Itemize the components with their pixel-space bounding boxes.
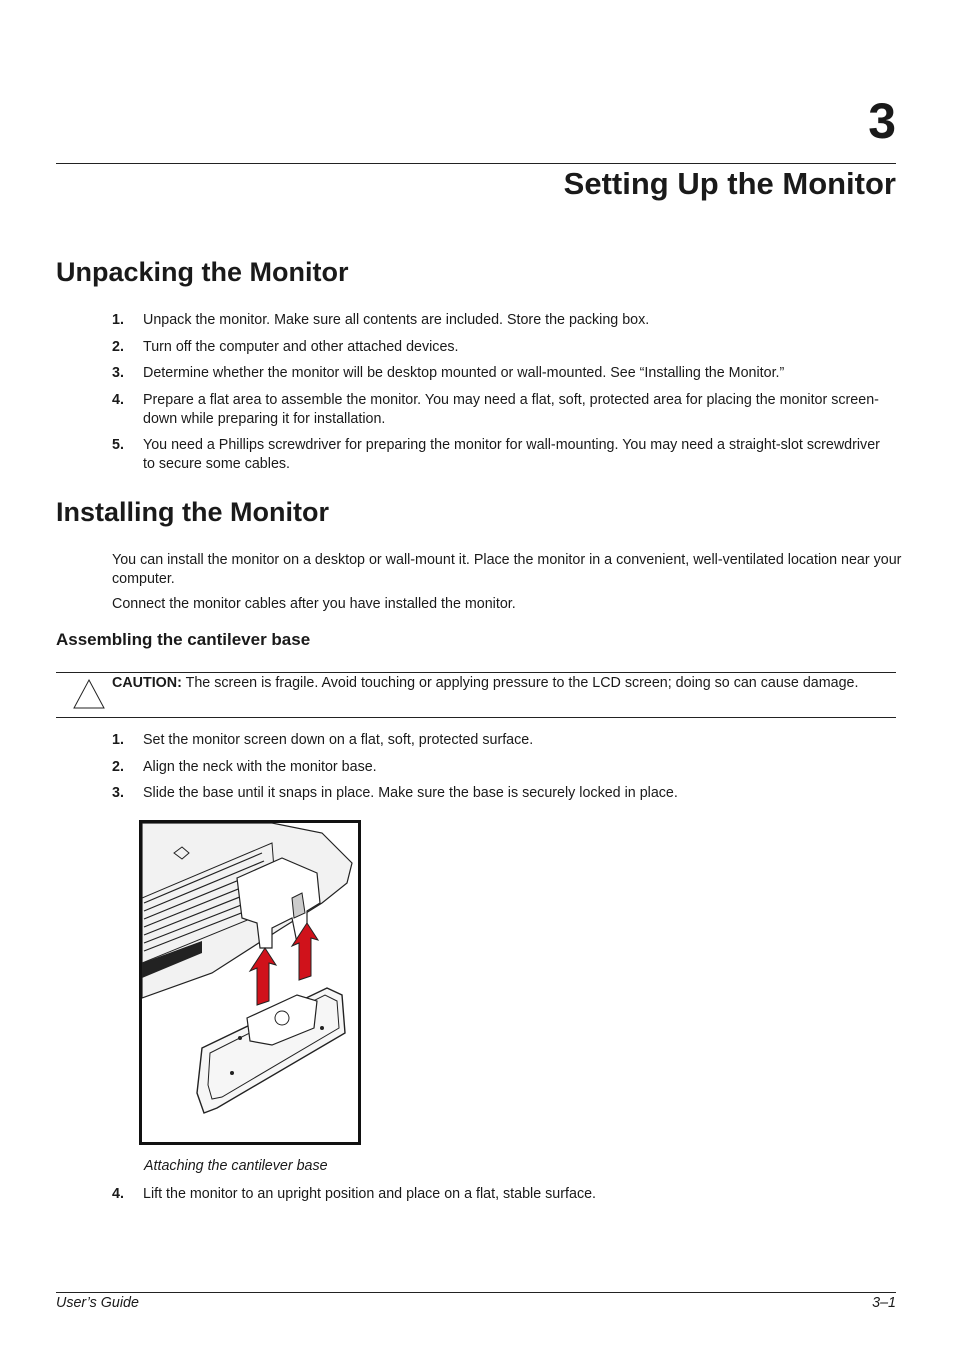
monitor-base-illustration — [142, 823, 358, 1142]
chapter-number: 3 — [868, 93, 896, 149]
step-text: Set the monitor screen down on a flat, soft, protected surface. — [143, 732, 534, 748]
list-item — [112, 311, 892, 330]
unpacking-heading: Unpacking the Monitor — [56, 257, 349, 287]
caution-top-rule — [56, 672, 896, 673]
step-text: Lift the monitor to an upright position and place on a flat, stable surface. — [143, 1186, 597, 1202]
chapter-title: Setting Up the Monitor — [563, 166, 896, 201]
step-number: 2. — [112, 758, 124, 775]
step-text: You need a Phillips screwdriver for preparing the monitor for wall-mounting. You may need a straight-slot screwdriver to secure some cables. — [143, 437, 880, 472]
step-number: 5. — [112, 437, 124, 453]
list-item — [112, 338, 892, 357]
step-number: 4. — [112, 391, 124, 408]
installing-heading: Installing the Monitor — [56, 497, 329, 527]
list-item — [112, 784, 892, 803]
installing-paragraph-1: You can install the monitor on a desktop or wall-mount it. Place the monitor in a convenient, well-ventilated location near your computer. — [112, 552, 902, 587]
step-number: 1. — [112, 312, 124, 328]
step-text: Slide the base until it snaps in place. Make sure the base is securely locked in place. — [143, 785, 678, 801]
final-step — [112, 1185, 892, 1212]
step-text: Unpack the monitor. Make sure all contents are included. Store the packing box. — [143, 312, 650, 328]
list-item — [112, 758, 892, 777]
step-text: Align the neck with the monitor base. — [143, 758, 377, 775]
list-item — [112, 1185, 892, 1204]
caution-label: CAUTION: — [112, 675, 182, 691]
caution-bottom-rule — [56, 717, 896, 718]
caution-text: The screen is fragile. Avoid touching or applying pressure to the LCD screen; doing so can cause damage. — [181, 675, 859, 691]
figure-caption: Attaching the cantilever base — [144, 1158, 328, 1174]
list-item — [112, 391, 892, 429]
step-number: 1. — [112, 732, 124, 748]
step-number: 3. — [112, 365, 124, 381]
unpacking-steps — [112, 311, 892, 482]
footer-document-title: User’s Guide — [56, 1295, 139, 1311]
list-item — [112, 364, 892, 383]
caution-note — [112, 674, 898, 693]
caution-triangle-icon — [72, 678, 106, 710]
assembling-heading: Assembling the cantilever base — [56, 630, 311, 649]
chapter-divider — [56, 163, 896, 164]
step-text: Turn off the computer and other attached devices. — [143, 338, 459, 355]
installing-paragraph-2: Connect the monitor cables after you have installed the monitor. — [112, 596, 516, 612]
step-number: 4. — [112, 1186, 124, 1202]
list-item — [112, 436, 892, 474]
cantilever-base-figure — [139, 820, 361, 1145]
footer-divider — [56, 1292, 896, 1293]
step-number: 2. — [112, 338, 124, 355]
step-number: 3. — [112, 785, 124, 801]
list-item — [112, 731, 892, 750]
footer-page-number: 3–1 — [872, 1295, 896, 1311]
assembling-steps — [112, 731, 892, 811]
step-text: Determine whether the monitor will be desktop mounted or wall-mounted. See “Installing the Monitor.” — [143, 365, 785, 381]
step-text: Prepare a flat area to assemble the monitor. You may need a flat, soft, protected area for placing the monitor screen-down while preparing it for installation. — [143, 391, 879, 427]
